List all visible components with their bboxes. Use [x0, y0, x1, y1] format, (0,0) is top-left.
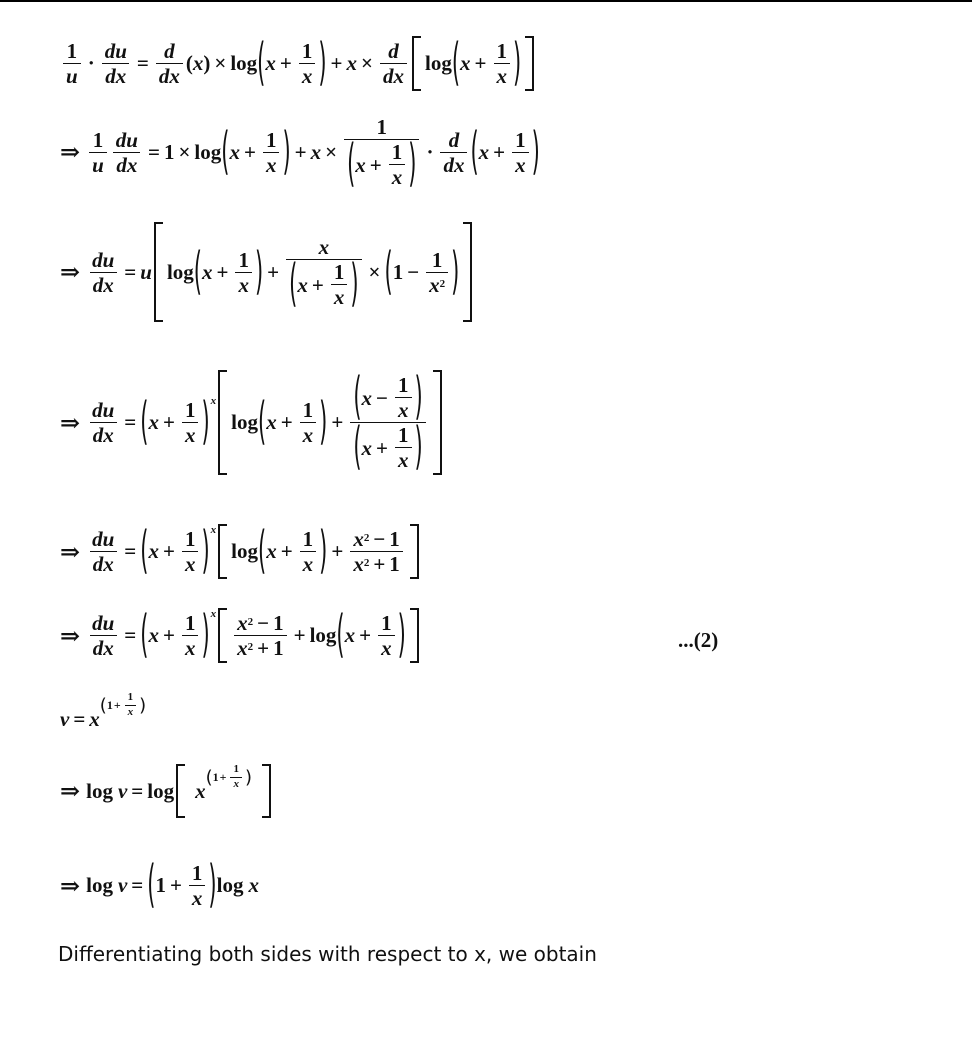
- equation-1: $\frac{1}{u}$ · $\frac{du}{dx}$ = $\frac{d}{dx}$ (x) × log ( x + $\frac{1}{x}$ ) + x × $\frac{d}{dx}$ log ( x + $\frac{1}{x}$ ): [60, 36, 536, 91]
- equation-9: ⇒ log v = ( 1 + $\frac{1}{x}$ ) log x: [60, 855, 259, 914]
- equation-7: v = x ( 1 + $\frac{1}{x}$ ): [60, 691, 147, 731]
- equation-label: ...(2): [678, 628, 719, 652]
- equation-5: ⇒ $\frac{du}{dx}$ = ( x + $\frac{1}{x}$ ) $^x$ log ( x + $\frac{1}{x}$ ) + x 2 − 1 x 2 + 1: [60, 524, 421, 579]
- equation-6: ⇒ $\frac{du}{dx}$ = ( x + $\frac{1}{x}$ ) $^x$ x 2 − 1 x 2 + 1 + log ( x + $\frac{1}{x}$ ): [60, 608, 421, 663]
- equation-2: ⇒ $\frac{1}{u}$ $\frac{du}{dx}$ = 1 × log ( x + $\frac{1}{x}$ ) + x × 1 ( x + $\frac{1}{x}$ ) · $\frac{d}{dx}$ ( x + $\frac{1}{x}$ ): [60, 115, 540, 193]
- equation-8: ⇒ log v = log x ( 1 + $\frac{1}{x}$ ): [60, 764, 273, 818]
- equation-3: ⇒ $\frac{du}{dx}$ = u log ( x + $\frac{1}{x}$ ) + x ( x + $\frac{1}{x}$ ) × ( 1 − 1 x 2 ): [60, 222, 474, 322]
- top-rule: [0, 0, 972, 2]
- body-text: Differentiating both sides with respect to x, we obtain: [58, 942, 597, 966]
- equation-4: ⇒ $\frac{du}{dx}$ = ( x + $\frac{1}{x}$ ) $^x$ log ( x + $\frac{1}{x}$ ) + ( x − $\frac{1}{x}$ ) ( x + $\frac{1}{x}$ ): [60, 370, 444, 475]
